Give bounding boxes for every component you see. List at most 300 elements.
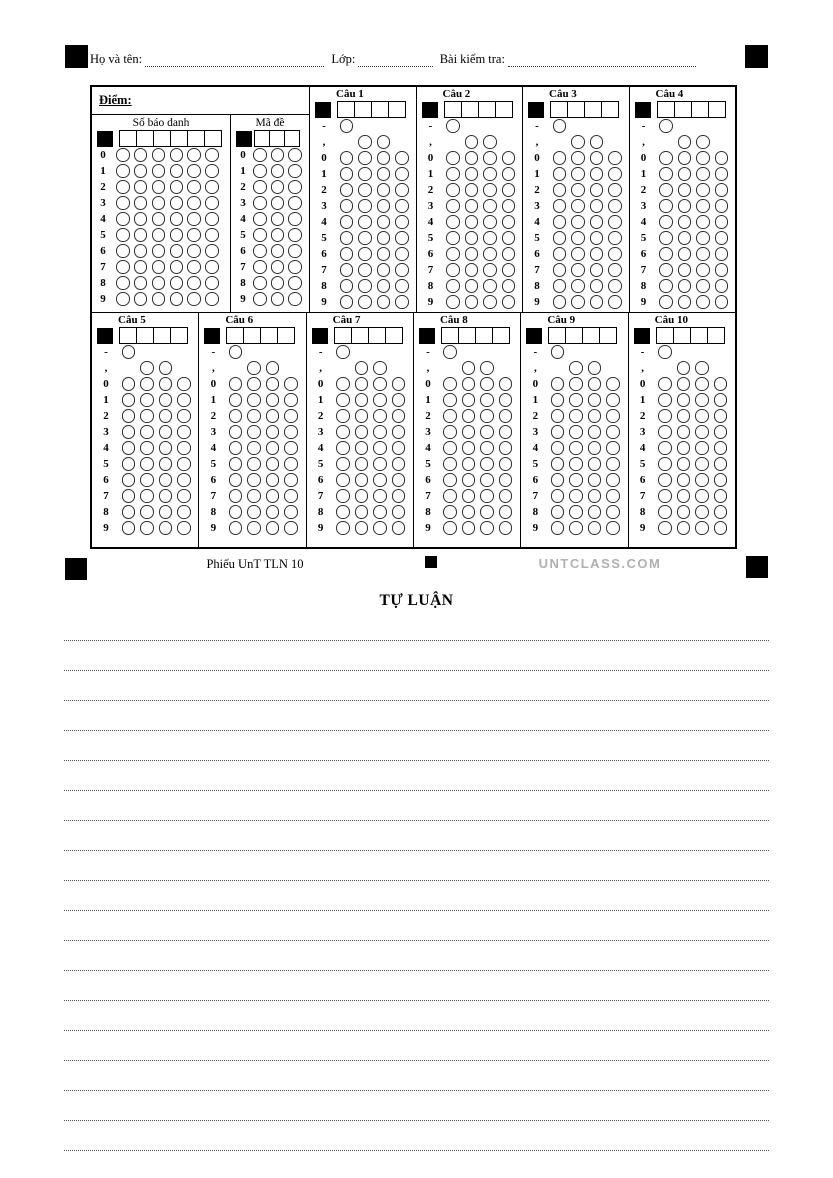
bubble-q8-row7-col2[interactable] xyxy=(462,489,476,503)
bubble-q9-row8-col2[interactable] xyxy=(569,505,583,519)
bubble-q1-row9-col3[interactable] xyxy=(377,295,391,309)
bubble-q5-row8-col3[interactable] xyxy=(159,505,173,519)
bubble-q10-row4-col4[interactable] xyxy=(714,441,728,455)
bubble-q6-row4-col1[interactable] xyxy=(229,441,243,455)
answer-box-q5-2[interactable] xyxy=(136,327,154,344)
bubble-q3-row3-col2[interactable] xyxy=(571,199,585,213)
bubble-q5-row4-col2[interactable] xyxy=(140,441,154,455)
bubble-q3-row4-col3[interactable] xyxy=(590,215,604,229)
bubble-q10-row6-col2[interactable] xyxy=(677,473,691,487)
bubble-made-row1-col2[interactable] xyxy=(271,164,285,178)
bubble-q4-row7-col3[interactable] xyxy=(696,263,710,277)
bubble-q4-row1-col1[interactable] xyxy=(659,167,673,181)
bubble-made-row1-col1[interactable] xyxy=(253,164,267,178)
bubble-q2-row7-col4[interactable] xyxy=(502,263,516,277)
bubble-q1-row1-col2[interactable] xyxy=(358,167,372,181)
bubble-made-row8-col3[interactable] xyxy=(288,276,302,290)
answer-box-q2-2[interactable] xyxy=(461,101,479,118)
answer-box-q2-1[interactable] xyxy=(444,101,462,118)
answer-box-q2-3[interactable] xyxy=(478,101,496,118)
bubble-q5-row0-col4[interactable] xyxy=(177,377,191,391)
bubble-q5-row6-col3[interactable] xyxy=(159,473,173,487)
bubble-q10-row9-col1[interactable] xyxy=(658,521,672,535)
bubble-q2-row1-col1[interactable] xyxy=(446,167,460,181)
bubble-q5-row1-col1[interactable] xyxy=(122,393,136,407)
bubble-q8-row0-col1[interactable] xyxy=(443,377,457,391)
answer-box-q10-4[interactable] xyxy=(707,327,725,344)
bubble-q5-row8-col2[interactable] xyxy=(140,505,154,519)
bubble-q10-row2-col1[interactable] xyxy=(658,409,672,423)
bubble-q2-row2-col2[interactable] xyxy=(465,183,479,197)
bubble-q7-row6-col3[interactable] xyxy=(373,473,387,487)
answer-box-q8-2[interactable] xyxy=(458,327,476,344)
bubble-q4-row6-col2[interactable] xyxy=(678,247,692,261)
bubble-sbd-row1-col4[interactable] xyxy=(170,164,184,178)
answer-box-q6-1[interactable] xyxy=(226,327,244,344)
bubble-q5-row,-col2[interactable] xyxy=(140,361,154,375)
bubble-q7-row8-col3[interactable] xyxy=(373,505,387,519)
bubble-q3-row,-col3[interactable] xyxy=(590,135,604,149)
bubble-q8-row6-col3[interactable] xyxy=(480,473,494,487)
bubble-q10-row3-col2[interactable] xyxy=(677,425,691,439)
answer-box-q7-1[interactable] xyxy=(334,327,352,344)
bubble-q3-row7-col3[interactable] xyxy=(590,263,604,277)
bubble-sbd-row0-col5[interactable] xyxy=(187,148,201,162)
bubble-made-row7-col2[interactable] xyxy=(271,260,285,274)
bubble-q7-row5-col2[interactable] xyxy=(355,457,369,471)
bubble-q9-row4-col4[interactable] xyxy=(606,441,620,455)
bubble-sbd-row5-col3[interactable] xyxy=(152,228,166,242)
bubble-q3-row6-col1[interactable] xyxy=(553,247,567,261)
bubble-q9-row8-col4[interactable] xyxy=(606,505,620,519)
bubble-q10-row3-col4[interactable] xyxy=(714,425,728,439)
bubble-q7-row3-col1[interactable] xyxy=(336,425,350,439)
bubble-q10-row9-col4[interactable] xyxy=(714,521,728,535)
answer-box-q3-4[interactable] xyxy=(601,101,619,118)
bubble-sbd-row3-col2[interactable] xyxy=(134,196,148,210)
bubble-q7-row5-col4[interactable] xyxy=(392,457,406,471)
bubble-q3-row6-col3[interactable] xyxy=(590,247,604,261)
bubble-q4-row3-col2[interactable] xyxy=(678,199,692,213)
bubble-q6-row8-col2[interactable] xyxy=(247,505,261,519)
bubble-q5-row3-col2[interactable] xyxy=(140,425,154,439)
bubble-q3-row8-col3[interactable] xyxy=(590,279,604,293)
bubble-q9-row1-col3[interactable] xyxy=(588,393,602,407)
bubble-q6-row7-col1[interactable] xyxy=(229,489,243,503)
bubble-sbd-row8-col1[interactable] xyxy=(116,276,130,290)
bubble-q2-row0-col1[interactable] xyxy=(446,151,460,165)
bubble-q4-row4-col4[interactable] xyxy=(715,215,729,229)
bubble-q10-row8-col1[interactable] xyxy=(658,505,672,519)
bubble-q4-row4-col1[interactable] xyxy=(659,215,673,229)
bubble-q4-row6-col4[interactable] xyxy=(715,247,729,261)
bubble-q8-row--col1[interactable] xyxy=(443,345,457,359)
bubble-q9-row0-col2[interactable] xyxy=(569,377,583,391)
bubble-q7-row2-col1[interactable] xyxy=(336,409,350,423)
bubble-q3-row8-col4[interactable] xyxy=(608,279,622,293)
bubble-q8-row8-col3[interactable] xyxy=(480,505,494,519)
bubble-sbd-row9-col3[interactable] xyxy=(152,292,166,306)
bubble-q9-row9-col1[interactable] xyxy=(551,521,565,535)
bubble-q6-row,-col2[interactable] xyxy=(247,361,261,375)
bubble-q6-row3-col2[interactable] xyxy=(247,425,261,439)
answer-box-q6-4[interactable] xyxy=(277,327,295,344)
bubble-made-row1-col3[interactable] xyxy=(288,164,302,178)
bubble-q6-row8-col4[interactable] xyxy=(284,505,298,519)
bubble-q8-row4-col4[interactable] xyxy=(499,441,513,455)
bubble-made-row4-col3[interactable] xyxy=(288,212,302,226)
bubble-q1-row4-col4[interactable] xyxy=(395,215,409,229)
bubble-sbd-row9-col4[interactable] xyxy=(170,292,184,306)
bubble-q8-row4-col2[interactable] xyxy=(462,441,476,455)
bubble-q8-row4-col1[interactable] xyxy=(443,441,457,455)
answer-box-sbd-4[interactable] xyxy=(170,130,188,147)
bubble-q4-row9-col2[interactable] xyxy=(678,295,692,309)
bubble-q8-row1-col3[interactable] xyxy=(480,393,494,407)
bubble-q7-row6-col4[interactable] xyxy=(392,473,406,487)
bubble-q7-row9-col2[interactable] xyxy=(355,521,369,535)
bubble-q3-row--col1[interactable] xyxy=(553,119,567,133)
answer-box-q3-1[interactable] xyxy=(550,101,568,118)
bubble-q3-row1-col3[interactable] xyxy=(590,167,604,181)
bubble-q1-row0-col3[interactable] xyxy=(377,151,391,165)
bubble-q4-row,-col2[interactable] xyxy=(678,135,692,149)
bubble-q3-row2-col1[interactable] xyxy=(553,183,567,197)
bubble-q1-row8-col3[interactable] xyxy=(377,279,391,293)
bubble-q6-row5-col4[interactable] xyxy=(284,457,298,471)
bubble-made-row8-col2[interactable] xyxy=(271,276,285,290)
bubble-q2-row9-col1[interactable] xyxy=(446,295,460,309)
name-field[interactable] xyxy=(145,56,324,67)
bubble-q1-row0-col1[interactable] xyxy=(340,151,354,165)
bubble-q3-row0-col1[interactable] xyxy=(553,151,567,165)
bubble-q1-row6-col2[interactable] xyxy=(358,247,372,261)
bubble-made-row9-col3[interactable] xyxy=(288,292,302,306)
bubble-q10-row7-col1[interactable] xyxy=(658,489,672,503)
bubble-q10-row0-col1[interactable] xyxy=(658,377,672,391)
bubble-made-row3-col1[interactable] xyxy=(253,196,267,210)
bubble-q6-row2-col3[interactable] xyxy=(266,409,280,423)
bubble-q6-row6-col1[interactable] xyxy=(229,473,243,487)
bubble-sbd-row2-col6[interactable] xyxy=(205,180,219,194)
bubble-q9-row6-col1[interactable] xyxy=(551,473,565,487)
bubble-q10-row1-col1[interactable] xyxy=(658,393,672,407)
bubble-q1-row6-col3[interactable] xyxy=(377,247,391,261)
bubble-q3-row1-col1[interactable] xyxy=(553,167,567,181)
bubble-q4-row7-col2[interactable] xyxy=(678,263,692,277)
bubble-q9-row1-col2[interactable] xyxy=(569,393,583,407)
bubble-q6-row5-col2[interactable] xyxy=(247,457,261,471)
bubble-q8-row3-col2[interactable] xyxy=(462,425,476,439)
bubble-q2-row8-col1[interactable] xyxy=(446,279,460,293)
bubble-sbd-row6-col1[interactable] xyxy=(116,244,130,258)
bubble-q8-row1-col4[interactable] xyxy=(499,393,513,407)
bubble-q4-row9-col3[interactable] xyxy=(696,295,710,309)
bubble-q5-row7-col3[interactable] xyxy=(159,489,173,503)
bubble-q2-row1-col2[interactable] xyxy=(465,167,479,181)
bubble-q4-row8-col4[interactable] xyxy=(715,279,729,293)
bubble-q6-row1-col4[interactable] xyxy=(284,393,298,407)
bubble-q4-row4-col3[interactable] xyxy=(696,215,710,229)
answer-box-q9-3[interactable] xyxy=(582,327,600,344)
bubble-made-row6-col2[interactable] xyxy=(271,244,285,258)
bubble-q3-row8-col1[interactable] xyxy=(553,279,567,293)
bubble-q4-row6-col3[interactable] xyxy=(696,247,710,261)
bubble-sbd-row2-col2[interactable] xyxy=(134,180,148,194)
bubble-q1-row0-col2[interactable] xyxy=(358,151,372,165)
bubble-q3-row6-col2[interactable] xyxy=(571,247,585,261)
bubble-q8-row2-col2[interactable] xyxy=(462,409,476,423)
bubble-q1-row9-col4[interactable] xyxy=(395,295,409,309)
bubble-q6-row4-col4[interactable] xyxy=(284,441,298,455)
bubble-q10-row4-col1[interactable] xyxy=(658,441,672,455)
bubble-q7-row2-col4[interactable] xyxy=(392,409,406,423)
bubble-q7-row7-col2[interactable] xyxy=(355,489,369,503)
bubble-q5-row7-col2[interactable] xyxy=(140,489,154,503)
bubble-q7-row1-col1[interactable] xyxy=(336,393,350,407)
bubble-q2-row5-col4[interactable] xyxy=(502,231,516,245)
bubble-q5-row2-col2[interactable] xyxy=(140,409,154,423)
bubble-q1-row3-col2[interactable] xyxy=(358,199,372,213)
bubble-q5-row9-col1[interactable] xyxy=(122,521,136,535)
bubble-q7-row9-col3[interactable] xyxy=(373,521,387,535)
bubble-q3-row9-col2[interactable] xyxy=(571,295,585,309)
bubble-q7-row,-col2[interactable] xyxy=(355,361,369,375)
bubble-q6-row6-col2[interactable] xyxy=(247,473,261,487)
bubble-q6-row--col1[interactable] xyxy=(229,345,243,359)
bubble-q6-row0-col4[interactable] xyxy=(284,377,298,391)
bubble-q9-row5-col2[interactable] xyxy=(569,457,583,471)
bubble-q6-row9-col1[interactable] xyxy=(229,521,243,535)
bubble-q7-row2-col3[interactable] xyxy=(373,409,387,423)
bubble-q1-row3-col1[interactable] xyxy=(340,199,354,213)
bubble-q10-row2-col4[interactable] xyxy=(714,409,728,423)
bubble-q9-row1-col4[interactable] xyxy=(606,393,620,407)
bubble-q3-row5-col3[interactable] xyxy=(590,231,604,245)
bubble-q4-row--col1[interactable] xyxy=(659,119,673,133)
bubble-q8-row3-col1[interactable] xyxy=(443,425,457,439)
bubble-q9-row9-col3[interactable] xyxy=(588,521,602,535)
answer-box-q7-4[interactable] xyxy=(385,327,403,344)
answer-box-q5-1[interactable] xyxy=(119,327,137,344)
bubble-q4-row0-col4[interactable] xyxy=(715,151,729,165)
bubble-q10-row4-col3[interactable] xyxy=(695,441,709,455)
answer-box-sbd-3[interactable] xyxy=(153,130,171,147)
bubble-sbd-row2-col5[interactable] xyxy=(187,180,201,194)
bubble-q10-row7-col2[interactable] xyxy=(677,489,691,503)
bubble-sbd-row0-col6[interactable] xyxy=(205,148,219,162)
bubble-q9-row3-col2[interactable] xyxy=(569,425,583,439)
bubble-q10-row2-col2[interactable] xyxy=(677,409,691,423)
bubble-q2-row8-col3[interactable] xyxy=(483,279,497,293)
bubble-q5-row9-col4[interactable] xyxy=(177,521,191,535)
bubble-sbd-row8-col6[interactable] xyxy=(205,276,219,290)
bubble-q6-row2-col2[interactable] xyxy=(247,409,261,423)
bubble-q7-row,-col3[interactable] xyxy=(373,361,387,375)
bubble-q7-row0-col1[interactable] xyxy=(336,377,350,391)
bubble-q2-row9-col2[interactable] xyxy=(465,295,479,309)
bubble-q8-row0-col2[interactable] xyxy=(462,377,476,391)
bubble-sbd-row6-col2[interactable] xyxy=(134,244,148,258)
bubble-q2-row1-col4[interactable] xyxy=(502,167,516,181)
bubble-q6-row0-col2[interactable] xyxy=(247,377,261,391)
bubble-q6-row,-col3[interactable] xyxy=(266,361,280,375)
bubble-sbd-row5-col6[interactable] xyxy=(205,228,219,242)
bubble-q9-row4-col3[interactable] xyxy=(588,441,602,455)
bubble-q7-row9-col1[interactable] xyxy=(336,521,350,535)
bubble-q7-row5-col1[interactable] xyxy=(336,457,350,471)
bubble-q3-row0-col4[interactable] xyxy=(608,151,622,165)
bubble-q10-row8-col2[interactable] xyxy=(677,505,691,519)
bubble-q3-row5-col1[interactable] xyxy=(553,231,567,245)
bubble-q7-row1-col3[interactable] xyxy=(373,393,387,407)
bubble-q5-row1-col4[interactable] xyxy=(177,393,191,407)
bubble-sbd-row8-col2[interactable] xyxy=(134,276,148,290)
bubble-q9-row--col1[interactable] xyxy=(551,345,565,359)
bubble-sbd-row1-col5[interactable] xyxy=(187,164,201,178)
bubble-q2-row7-col2[interactable] xyxy=(465,263,479,277)
bubble-q5-row6-col1[interactable] xyxy=(122,473,136,487)
bubble-q5-row0-col1[interactable] xyxy=(122,377,136,391)
bubble-q4-row0-col3[interactable] xyxy=(696,151,710,165)
bubble-q6-row7-col4[interactable] xyxy=(284,489,298,503)
bubble-q9-row8-col3[interactable] xyxy=(588,505,602,519)
bubble-q2-row5-col3[interactable] xyxy=(483,231,497,245)
bubble-q8-row0-col4[interactable] xyxy=(499,377,513,391)
bubble-q1-row2-col1[interactable] xyxy=(340,183,354,197)
bubble-q7-row2-col2[interactable] xyxy=(355,409,369,423)
bubble-q5-row5-col4[interactable] xyxy=(177,457,191,471)
bubble-q5-row7-col4[interactable] xyxy=(177,489,191,503)
answer-box-q4-2[interactable] xyxy=(674,101,692,118)
bubble-q2-row9-col4[interactable] xyxy=(502,295,516,309)
bubble-q7-row4-col4[interactable] xyxy=(392,441,406,455)
bubble-q7-row0-col2[interactable] xyxy=(355,377,369,391)
bubble-q2-row,-col3[interactable] xyxy=(483,135,497,149)
bubble-q5-row3-col1[interactable] xyxy=(122,425,136,439)
bubble-q3-row7-col4[interactable] xyxy=(608,263,622,277)
bubble-sbd-row5-col2[interactable] xyxy=(134,228,148,242)
bubble-q4-row1-col3[interactable] xyxy=(696,167,710,181)
answer-box-made-1[interactable] xyxy=(254,130,270,147)
bubble-q5-row5-col2[interactable] xyxy=(140,457,154,471)
answer-box-q7-3[interactable] xyxy=(368,327,386,344)
bubble-q7-row0-col4[interactable] xyxy=(392,377,406,391)
bubble-q1-row3-col3[interactable] xyxy=(377,199,391,213)
bubble-q2-row8-col4[interactable] xyxy=(502,279,516,293)
bubble-q5-row0-col2[interactable] xyxy=(140,377,154,391)
bubble-made-row0-col2[interactable] xyxy=(271,148,285,162)
bubble-q9-row3-col4[interactable] xyxy=(606,425,620,439)
bubble-q9-row3-col1[interactable] xyxy=(551,425,565,439)
bubble-sbd-row7-col1[interactable] xyxy=(116,260,130,274)
answer-box-q3-2[interactable] xyxy=(567,101,585,118)
bubble-q5-row2-col1[interactable] xyxy=(122,409,136,423)
answer-box-q1-2[interactable] xyxy=(354,101,372,118)
answer-box-q4-4[interactable] xyxy=(708,101,726,118)
bubble-sbd-row3-col1[interactable] xyxy=(116,196,130,210)
bubble-sbd-row1-col6[interactable] xyxy=(205,164,219,178)
bubble-q6-row3-col4[interactable] xyxy=(284,425,298,439)
bubble-q7-row4-col1[interactable] xyxy=(336,441,350,455)
bubble-sbd-row3-col6[interactable] xyxy=(205,196,219,210)
bubble-q1-row8-col4[interactable] xyxy=(395,279,409,293)
bubble-sbd-row4-col1[interactable] xyxy=(116,212,130,226)
bubble-q1-row2-col2[interactable] xyxy=(358,183,372,197)
bubble-q10-row8-col4[interactable] xyxy=(714,505,728,519)
bubble-sbd-row5-col4[interactable] xyxy=(170,228,184,242)
bubble-q5-row1-col3[interactable] xyxy=(159,393,173,407)
bubble-q8-row9-col1[interactable] xyxy=(443,521,457,535)
bubble-q3-row4-col2[interactable] xyxy=(571,215,585,229)
bubble-sbd-row2-col1[interactable] xyxy=(116,180,130,194)
bubble-q10-row8-col3[interactable] xyxy=(695,505,709,519)
bubble-q9-row7-col4[interactable] xyxy=(606,489,620,503)
bubble-made-row0-col3[interactable] xyxy=(288,148,302,162)
bubble-q6-row1-col3[interactable] xyxy=(266,393,280,407)
bubble-q3-row7-col1[interactable] xyxy=(553,263,567,277)
bubble-sbd-row1-col2[interactable] xyxy=(134,164,148,178)
bubble-q4-row0-col2[interactable] xyxy=(678,151,692,165)
bubble-q1-row1-col4[interactable] xyxy=(395,167,409,181)
bubble-q1-row5-col1[interactable] xyxy=(340,231,354,245)
bubble-q2-row7-col3[interactable] xyxy=(483,263,497,277)
bubble-q10-row6-col4[interactable] xyxy=(714,473,728,487)
bubble-q7-row3-col4[interactable] xyxy=(392,425,406,439)
bubble-q1-row,-col2[interactable] xyxy=(358,135,372,149)
bubble-q1-row8-col2[interactable] xyxy=(358,279,372,293)
bubble-q9-row4-col1[interactable] xyxy=(551,441,565,455)
bubble-q9-row2-col4[interactable] xyxy=(606,409,620,423)
bubble-q4-row4-col2[interactable] xyxy=(678,215,692,229)
bubble-q4-row8-col3[interactable] xyxy=(696,279,710,293)
bubble-q5-row4-col1[interactable] xyxy=(122,441,136,455)
bubble-q2-row1-col3[interactable] xyxy=(483,167,497,181)
answer-box-q5-4[interactable] xyxy=(170,327,188,344)
bubble-q1-row2-col4[interactable] xyxy=(395,183,409,197)
bubble-q9-row,-col3[interactable] xyxy=(588,361,602,375)
bubble-q5-row,-col3[interactable] xyxy=(159,361,173,375)
bubble-q6-row5-col3[interactable] xyxy=(266,457,280,471)
bubble-q3-row4-col4[interactable] xyxy=(608,215,622,229)
answer-box-made-2[interactable] xyxy=(269,130,285,147)
bubble-q8-row3-col4[interactable] xyxy=(499,425,513,439)
bubble-q2-row5-col1[interactable] xyxy=(446,231,460,245)
bubble-sbd-row2-col3[interactable] xyxy=(152,180,166,194)
bubble-q4-row5-col1[interactable] xyxy=(659,231,673,245)
bubble-q7-row6-col2[interactable] xyxy=(355,473,369,487)
bubble-q1-row1-col3[interactable] xyxy=(377,167,391,181)
bubble-q5-row7-col1[interactable] xyxy=(122,489,136,503)
bubble-q2-row4-col4[interactable] xyxy=(502,215,516,229)
bubble-q6-row8-col3[interactable] xyxy=(266,505,280,519)
bubble-q10-row9-col2[interactable] xyxy=(677,521,691,535)
bubble-q1-row7-col1[interactable] xyxy=(340,263,354,277)
bubble-q9-row0-col1[interactable] xyxy=(551,377,565,391)
bubble-q1-row5-col3[interactable] xyxy=(377,231,391,245)
bubble-q5-row4-col4[interactable] xyxy=(177,441,191,455)
bubble-q1-row4-col2[interactable] xyxy=(358,215,372,229)
bubble-q5-row3-col4[interactable] xyxy=(177,425,191,439)
bubble-q4-row5-col3[interactable] xyxy=(696,231,710,245)
bubble-q6-row6-col3[interactable] xyxy=(266,473,280,487)
answer-box-sbd-1[interactable] xyxy=(119,130,137,147)
bubble-sbd-row0-col2[interactable] xyxy=(134,148,148,162)
bubble-q8-row1-col2[interactable] xyxy=(462,393,476,407)
bubble-q8-row9-col4[interactable] xyxy=(499,521,513,535)
bubble-q7-row7-col1[interactable] xyxy=(336,489,350,503)
bubble-q5-row0-col3[interactable] xyxy=(159,377,173,391)
